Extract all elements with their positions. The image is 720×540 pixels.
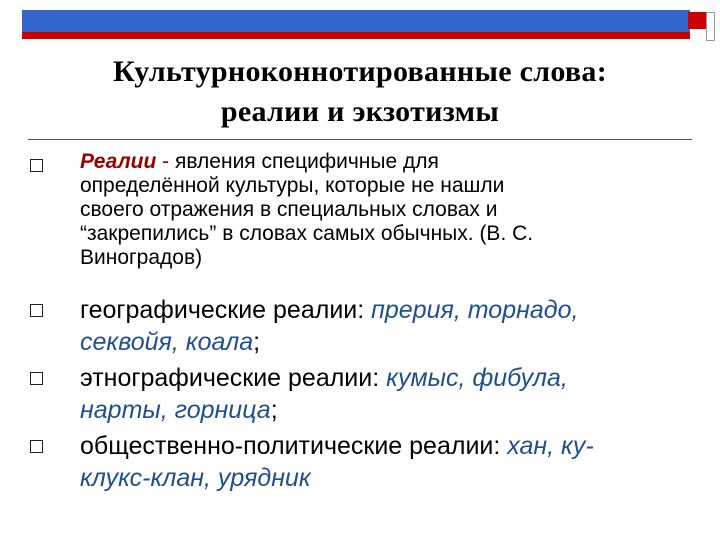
term-realii: Реалии xyxy=(80,150,157,173)
bullet-text xyxy=(80,150,670,270)
slide-title xyxy=(30,52,690,132)
end-punct: ; xyxy=(270,396,278,424)
definition-line-5: Виноградов) xyxy=(80,246,203,269)
term-separator: - xyxy=(156,150,175,173)
definition-line-3: своего отражения в специальных словах и xyxy=(80,198,498,221)
bullet-square-icon xyxy=(30,372,43,385)
bullet-square-icon xyxy=(30,440,43,453)
bullet-text xyxy=(80,294,670,358)
slide-title-line1: Культурноконнотированные слова: xyxy=(112,55,608,88)
slide-title-line2: реалии и экзотизмы xyxy=(220,95,500,128)
ethnographic-line-2 xyxy=(80,394,670,426)
category-label: общественно-политические реалии: xyxy=(80,432,508,460)
title-divider xyxy=(28,139,692,140)
examples-text: секвойя, коала xyxy=(80,328,254,356)
end-punct: ; xyxy=(253,328,261,356)
corner-accent-red xyxy=(688,12,706,29)
bullet-text xyxy=(80,362,670,426)
geographic-line-1 xyxy=(80,294,670,326)
sociopolitical-line-2 xyxy=(80,462,670,494)
examples-text: клукс-клан, урядник xyxy=(80,464,311,492)
examples-text: хан, ку- xyxy=(507,432,594,460)
sociopolitical-line-1 xyxy=(80,430,670,462)
ethnographic-line-1 xyxy=(80,362,670,394)
bullet-text xyxy=(80,430,670,494)
bullet-square-icon xyxy=(30,304,43,317)
category-label: этнографические реалии: xyxy=(80,364,387,392)
corner-accent-white xyxy=(706,12,715,41)
header-bar-blue xyxy=(22,10,690,35)
category-label: географические реалии: xyxy=(80,296,372,324)
bullet-square-icon xyxy=(30,159,43,172)
examples-text: прерия, торнадо, xyxy=(371,296,579,324)
geographic-line-2 xyxy=(80,326,670,358)
header-bar-red xyxy=(22,35,690,39)
definition-line-1 xyxy=(80,150,670,174)
definition-text-1: явления специфичные для xyxy=(175,150,439,173)
definition-line-2: определённой культуры, которые не нашли xyxy=(80,174,505,197)
definition-line-4: “закрепились” в словах самых обычных. (В. С. xyxy=(80,222,534,245)
examples-text: кумыс, фибула, xyxy=(386,364,568,392)
examples-text: нарты, горница xyxy=(80,396,271,424)
